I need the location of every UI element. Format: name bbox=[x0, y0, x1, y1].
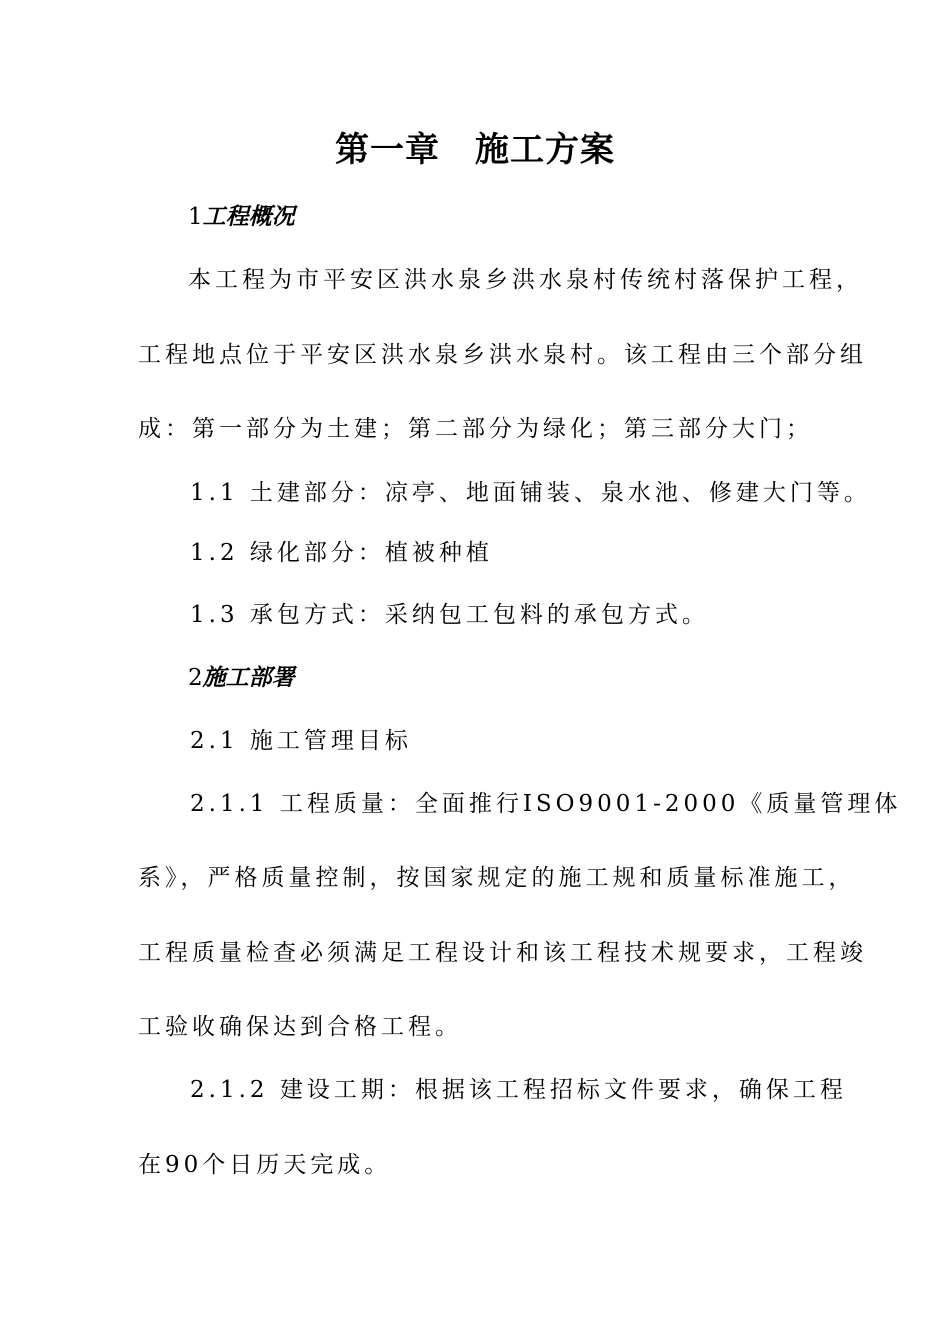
chapter-title: 第一章 施工方案 bbox=[335, 130, 615, 170]
paragraph-line: 2.1.1 工程质量：全面推行ISO9001-2000《质量管理体 bbox=[190, 791, 902, 817]
section-number: 1 bbox=[188, 204, 203, 230]
paragraph-line: 2.1.2 建设工期：根据该工程招标文件要求，确保工程 bbox=[190, 1077, 847, 1103]
paragraph-line: 工验收确保达到合格工程。 bbox=[138, 1014, 462, 1040]
list-item: 2.1 施工管理目标 bbox=[190, 728, 412, 754]
list-item: 1.1 土建部分：凉亭、地面铺装、泉水池、修建大门等。 bbox=[190, 480, 871, 506]
paragraph-line: 工程质量检查必须满足工程设计和该工程技术规要求，工程竣 bbox=[138, 940, 867, 966]
section-heading-overview bbox=[188, 201, 295, 233]
list-item: 1.3 承包方式：采纳包工包料的承包方式。 bbox=[190, 602, 709, 628]
list-item: 1.2 绿化部分：植被种植 bbox=[190, 540, 493, 566]
paragraph-line: 系》，严格质量控制，按国家规定的施工规和质量标准施工， bbox=[138, 865, 856, 891]
section-title: 施工部署 bbox=[202, 664, 295, 691]
paragraph-line: 本工程为市平安区洪水泉乡洪水泉村传统村落保护工程， bbox=[188, 267, 863, 293]
paragraph-line: 在90个日历天完成。 bbox=[138, 1152, 392, 1178]
paragraph-line: 工程地点位于平安区洪水泉乡洪水泉村。该工程由三个部分组 bbox=[138, 342, 867, 368]
section-heading-deployment bbox=[188, 662, 295, 694]
section-title: 工程概况 bbox=[202, 203, 295, 230]
section-number: 2 bbox=[188, 665, 203, 691]
paragraph-line: 成：第一部分为土建；第二部分为绿化；第三部分大门； bbox=[138, 416, 813, 442]
